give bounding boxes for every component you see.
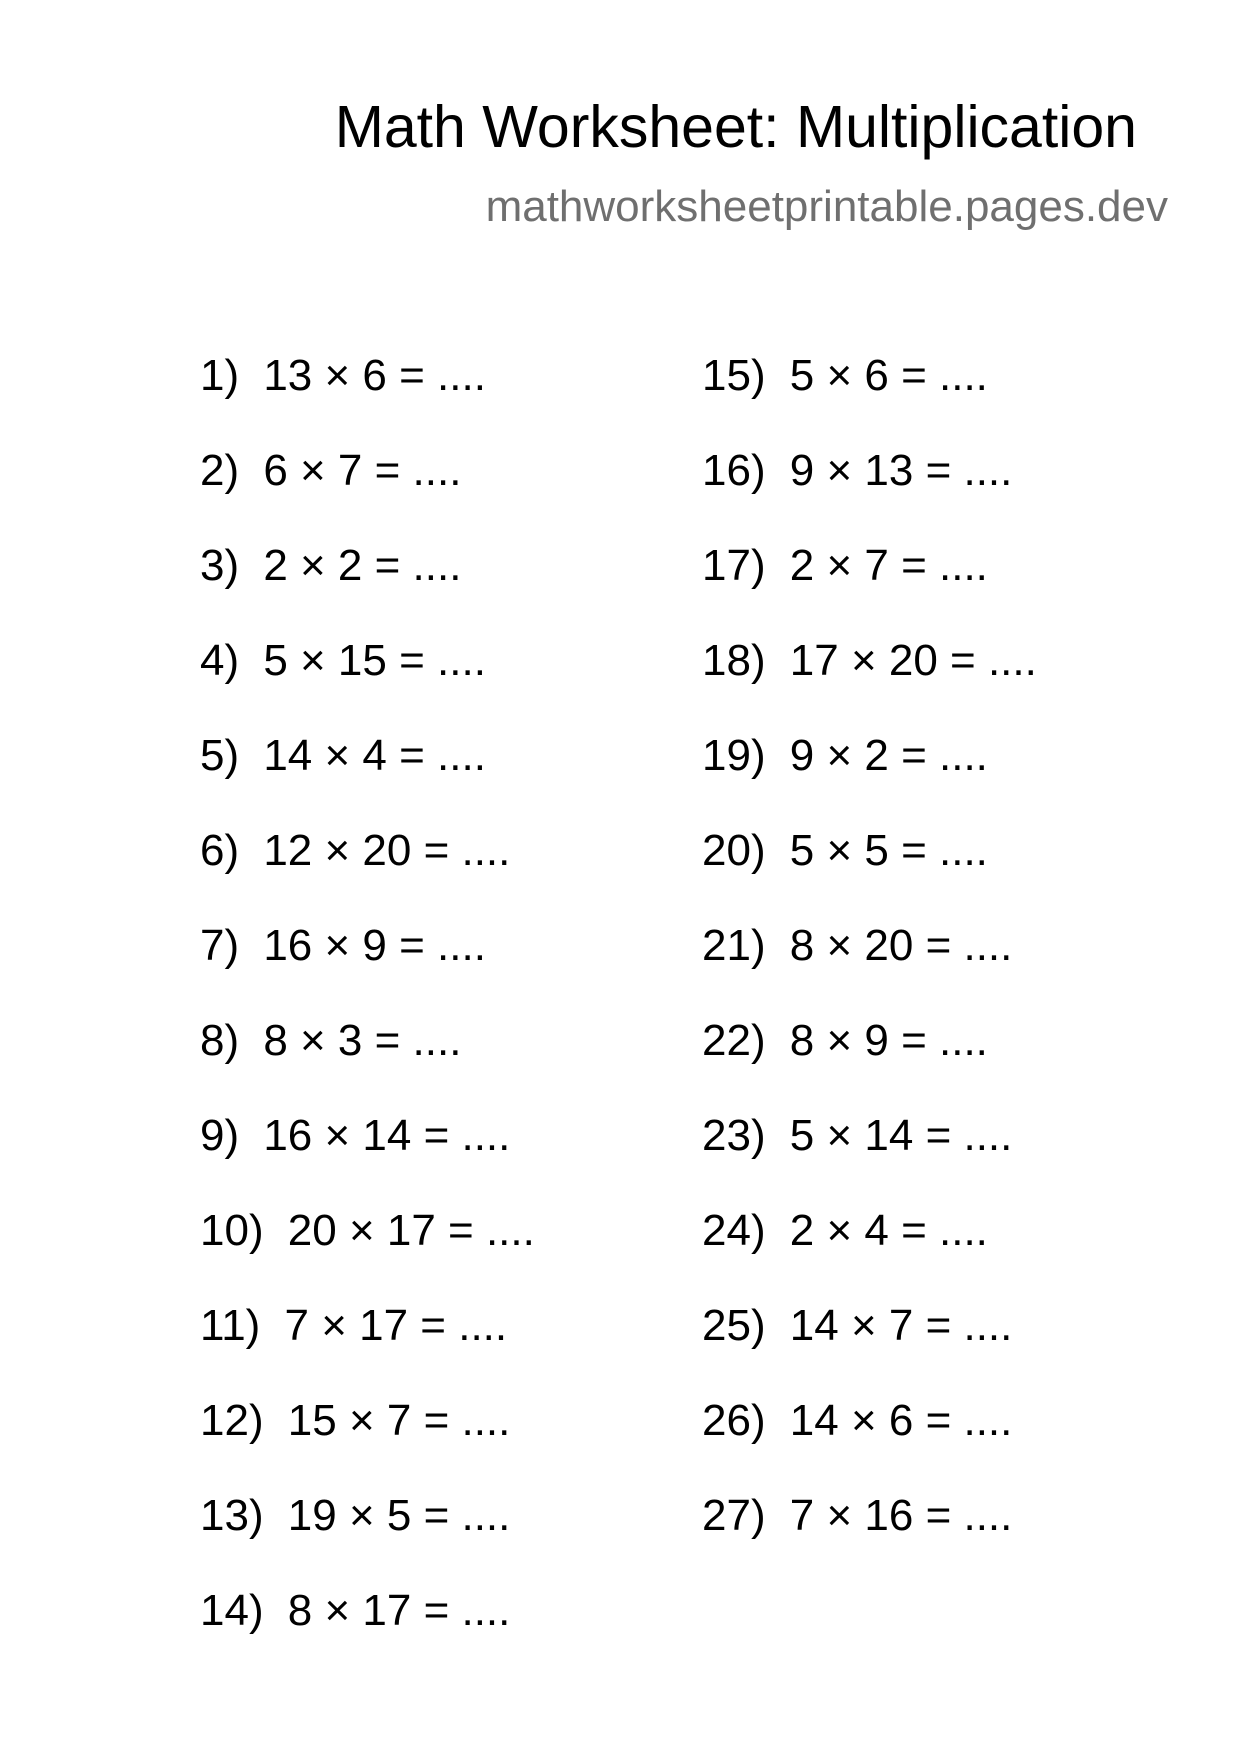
problem-number: 5) xyxy=(200,731,240,780)
problem-expression: 2 × 4 = .... xyxy=(789,1206,988,1255)
problem-expression: 8 × 20 = .... xyxy=(789,921,1013,970)
problem-number: 15) xyxy=(702,351,766,400)
problem-expression: 19 × 5 = .... xyxy=(287,1491,511,1540)
problem-number: 20) xyxy=(702,826,766,875)
problem-number: 7) xyxy=(200,921,240,970)
problem-item xyxy=(702,1301,1037,1399)
problem-number: 13) xyxy=(200,1491,264,1540)
problem-number: 23) xyxy=(702,1111,766,1160)
problem-item xyxy=(702,1491,1037,1589)
problem-number: 1) xyxy=(200,351,240,400)
problem-number: 19) xyxy=(702,731,766,780)
problem-number: 12) xyxy=(200,1396,264,1445)
problem-item xyxy=(200,731,535,829)
problem-number: 4) xyxy=(200,636,240,685)
problem-item xyxy=(200,826,535,924)
problem-expression: 2 × 2 = .... xyxy=(263,541,462,590)
problem-expression: 16 × 14 = .... xyxy=(263,1111,511,1160)
problem-item xyxy=(702,636,1037,734)
problem-list-left xyxy=(200,351,535,1684)
problem-item xyxy=(702,541,1037,639)
problem-expression: 9 × 2 = .... xyxy=(789,731,988,780)
problem-expression: 2 × 7 = .... xyxy=(789,541,988,590)
problem-item xyxy=(702,1206,1037,1304)
problem-expression: 14 × 7 = .... xyxy=(789,1301,1013,1350)
problem-item xyxy=(200,636,535,734)
problem-number: 26) xyxy=(702,1396,766,1445)
problem-item xyxy=(702,351,1037,449)
problem-item xyxy=(702,826,1037,924)
problem-number: 14) xyxy=(200,1586,264,1635)
problem-number: 22) xyxy=(702,1016,766,1065)
problem-expression: 5 × 6 = .... xyxy=(789,351,988,400)
problem-expression: 20 × 17 = .... xyxy=(287,1206,535,1255)
problem-item xyxy=(200,541,535,639)
problem-expression: 5 × 5 = .... xyxy=(789,826,988,875)
problem-item xyxy=(702,1111,1037,1209)
problem-number: 2) xyxy=(200,446,240,495)
problem-item xyxy=(200,1206,535,1304)
problem-expression: 5 × 15 = .... xyxy=(263,636,486,685)
problem-item xyxy=(200,1586,535,1684)
problem-expression: 14 × 6 = .... xyxy=(789,1396,1013,1445)
problem-expression: 17 × 20 = .... xyxy=(789,636,1037,685)
problem-expression: 9 × 13 = .... xyxy=(789,446,1013,495)
problem-item xyxy=(200,1111,535,1209)
problem-expression: 15 × 7 = .... xyxy=(287,1396,511,1445)
problem-item xyxy=(200,1301,535,1399)
problem-expression: 8 × 9 = .... xyxy=(789,1016,988,1065)
problem-item xyxy=(702,446,1037,544)
problem-expression: 14 × 4 = .... xyxy=(263,731,486,780)
problem-expression: 7 × 17 = .... xyxy=(284,1301,508,1350)
problem-item xyxy=(200,921,535,1019)
problem-number: 8) xyxy=(200,1016,240,1065)
problem-expression: 6 × 7 = .... xyxy=(263,446,462,495)
problem-item xyxy=(200,1016,535,1114)
problem-number: 3) xyxy=(200,541,240,590)
problem-number: 6) xyxy=(200,826,240,875)
problem-number: 10) xyxy=(200,1206,264,1255)
problem-expression: 12 × 20 = .... xyxy=(263,826,511,875)
problem-item xyxy=(702,921,1037,1019)
problem-expression: 8 × 3 = .... xyxy=(263,1016,462,1065)
problem-item xyxy=(200,1491,535,1589)
problem-expression: 13 × 6 = .... xyxy=(263,351,486,400)
problem-expression: 5 × 14 = .... xyxy=(789,1111,1013,1160)
problem-item xyxy=(702,731,1037,829)
problem-number: 16) xyxy=(702,446,766,495)
problem-item xyxy=(702,1016,1037,1114)
problem-number: 25) xyxy=(702,1301,766,1350)
problem-number: 18) xyxy=(702,636,766,685)
problem-number: 24) xyxy=(702,1206,766,1255)
problem-number: 17) xyxy=(702,541,766,590)
problem-item xyxy=(200,351,535,449)
problem-number: 9) xyxy=(200,1111,240,1160)
problem-expression: 16 × 9 = .... xyxy=(263,921,486,970)
problem-item xyxy=(200,1396,535,1494)
source-website: mathworksheetprintable.pages.dev xyxy=(485,182,1168,231)
problem-item xyxy=(200,446,535,544)
problem-expression: 8 × 17 = .... xyxy=(287,1586,511,1635)
page-title: Math Worksheet: Multiplication xyxy=(334,94,1137,160)
problem-number: 27) xyxy=(702,1491,766,1540)
problem-number: 11) xyxy=(200,1301,261,1350)
problem-list-right xyxy=(702,351,1037,1589)
problem-number: 21) xyxy=(702,921,766,970)
problem-item xyxy=(702,1396,1037,1494)
problem-expression: 7 × 16 = .... xyxy=(789,1491,1013,1540)
